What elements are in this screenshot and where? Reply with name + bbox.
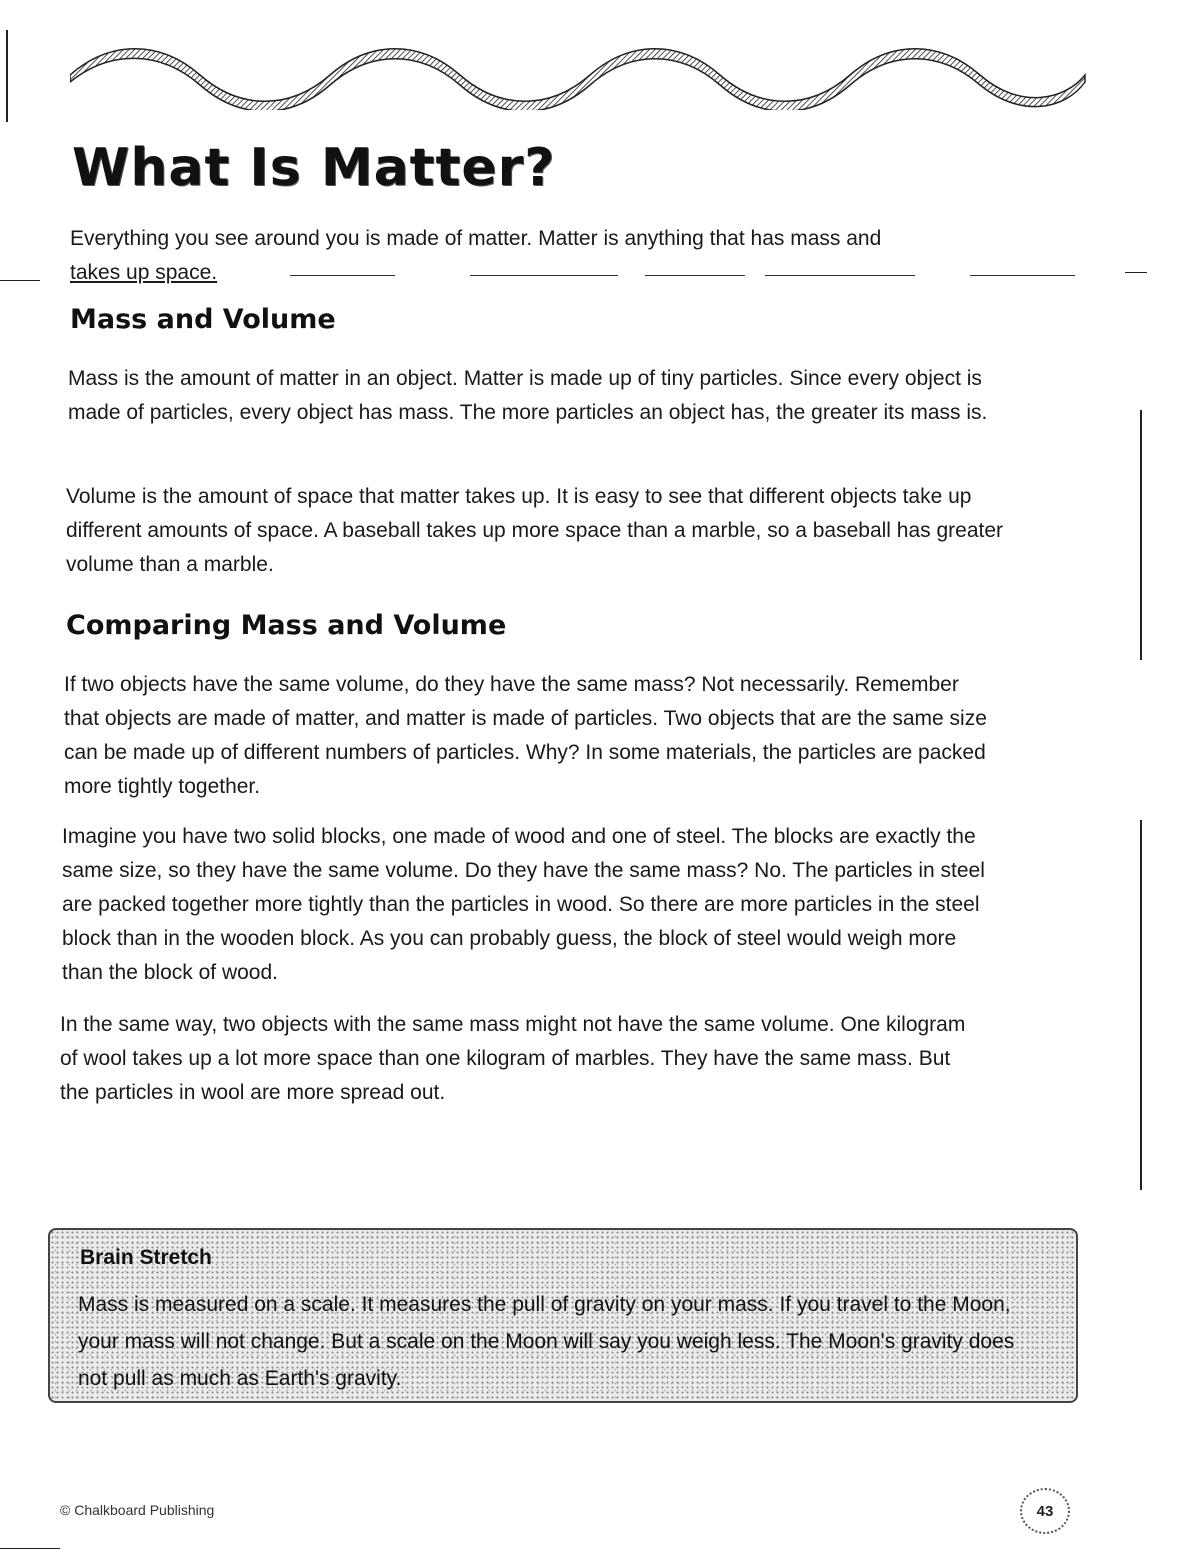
left-edge-mark	[6, 30, 8, 122]
page-title: What Is Matter?	[72, 138, 556, 198]
blank-line	[470, 275, 618, 276]
brain-stretch-text: Mass is measured on a scale. It measures the pull of gravity on your mass. If you travel to the Moon, your mass will not change. But a scale on the Moon will say you weigh less. The Moon's gravity does not pull as much as Earth's gravity.	[78, 1293, 1015, 1390]
section-heading-comparing: Comparing Mass and Volume	[66, 610, 507, 641]
volume-paragraph: Volume is the amount of space that matter takes up. It is easy to see that different objects take up different amounts of space. A baseball takes up more space than a marble, so a baseball has greater volume than a marble.	[66, 485, 1004, 576]
blank-line	[970, 275, 1075, 276]
decorative-wave-border	[70, 40, 1090, 110]
intro-line-2: takes up space.	[70, 261, 218, 284]
right-edge-dash	[1125, 272, 1147, 273]
bottom-left-dash	[0, 1548, 60, 1549]
intro-line-1: Everything you see around you is made of matter. Matter is anything that has mass and	[70, 227, 882, 250]
right-edge-mark	[1140, 410, 1142, 660]
section-heading-mass-volume: Mass and Volume	[70, 304, 336, 335]
comparing-paragraph-2: Imagine you have two solid blocks, one made of wood and one of steel. The blocks are exactly the same size, so they have the same volume. Do they have the same mass? No. The particles in steel are packed together more tightly than the particles in wood. So there are more particles in the steel block than in the wooden block. As you can probably guess, the block of steel would weigh more than the block of wood.	[62, 825, 985, 984]
publisher-credit: © Chalkboard Publishing	[60, 1502, 215, 1518]
comparing-paragraph-1: If two objects have the same volume, do they have the same mass? Not necessarily. Remember that objects are made of matter, and matter is made of particles. Two objects that are the same size can be made up of different numbers of particles. Why? In some materials, the particles are packed more tightly together.	[64, 673, 987, 798]
intro-paragraph	[70, 222, 990, 290]
brain-stretch-title: Brain Stretch	[80, 1246, 212, 1269]
mass-paragraph: Mass is the amount of matter in an object. Matter is made up of tiny particles. Since every object is made of particles, every object has mass. The more particles an object has, the greater its mass is.	[68, 367, 988, 424]
blank-line	[645, 275, 745, 276]
page-number: 43	[1020, 1488, 1070, 1534]
blank-line	[765, 275, 915, 276]
brain-stretch-box	[48, 1228, 1078, 1403]
comparing-paragraph-3: In the same way, two objects with the same mass might not have the same volume. One kilogram of wool takes up a lot more space than one kilogram of marbles. They have the same mass. But the particles in wool are more spread out.	[60, 1013, 966, 1104]
left-edge-dash	[0, 280, 40, 281]
blank-line	[290, 275, 395, 276]
right-edge-mark-lower	[1140, 820, 1142, 1190]
